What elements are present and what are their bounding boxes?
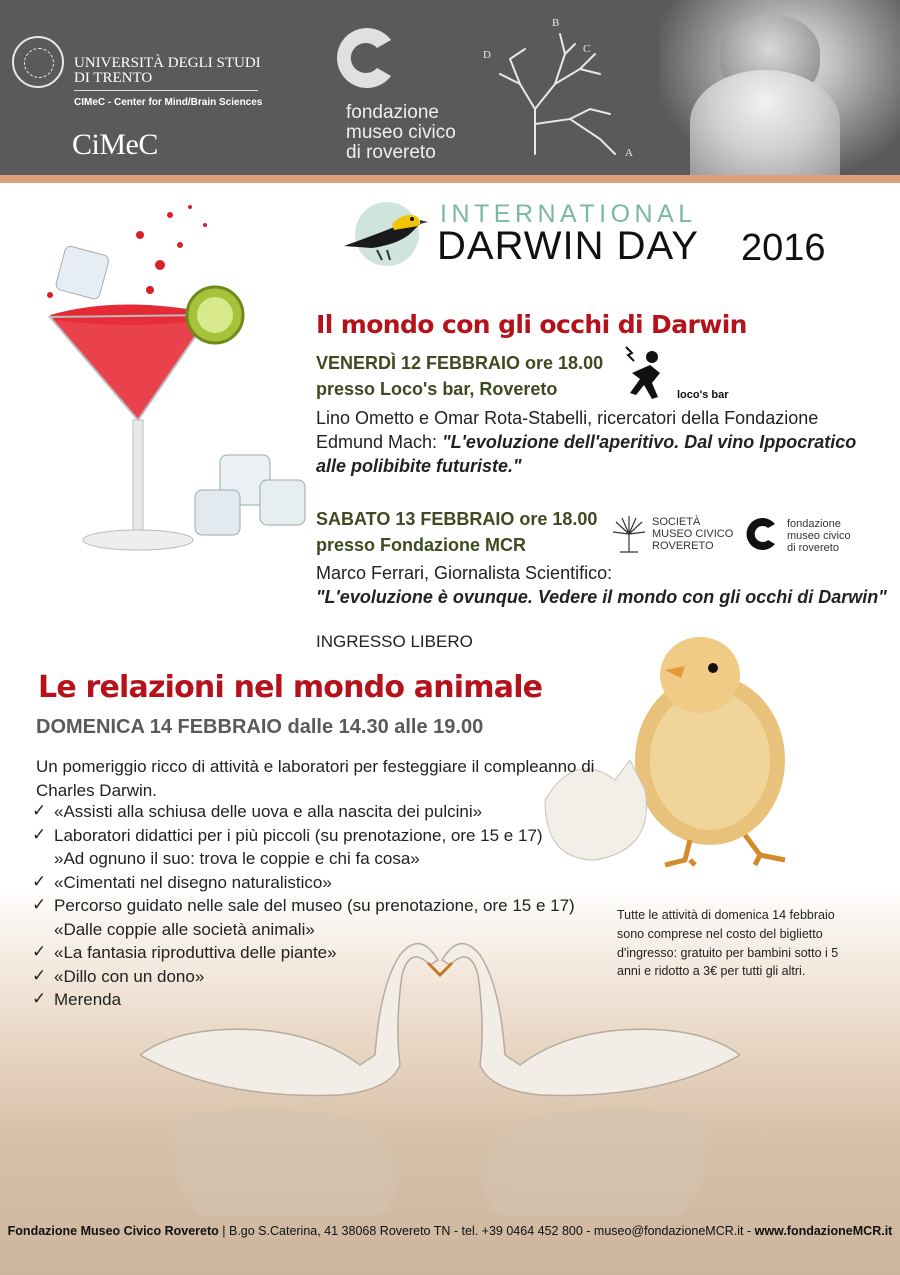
societa-line1: SOCIETÀ <box>652 516 701 528</box>
list-item-text: «Dillo con un dono» <box>54 966 205 986</box>
footer-contact <box>0 1224 900 1238</box>
event1-description <box>316 406 876 478</box>
tree-label-d: D <box>483 49 491 61</box>
list-item <box>32 871 592 895</box>
list-item <box>32 988 592 1012</box>
darwin-portrait <box>660 0 900 175</box>
list-item-text: Merenda <box>54 990 122 1009</box>
footer-details: | B.go S.Caterina, 41 38068 Rovereto TN - tel. +39 0464 452 800 - museo@fondazioneMCR.it - <box>218 1224 755 1238</box>
event1-date: VENERDÌ 12 FEBBRAIO ore 18.00 <box>316 353 604 373</box>
darwin-day-year: 2016 <box>741 227 826 269</box>
societa-museo-logo-icon <box>610 514 648 554</box>
list-item <box>32 800 592 824</box>
footer-website-link[interactable]: www.fondazioneMCR.it <box>754 1224 893 1238</box>
societa-line3: ROVERETO <box>652 540 714 552</box>
tree-label-a: A <box>625 147 633 159</box>
event1-place: presso Loco's bar, Rovereto <box>316 379 558 399</box>
fondazione-small-name <box>787 518 851 554</box>
checkmark-icon: ✓ <box>32 871 47 892</box>
header-stripe <box>0 175 900 183</box>
fondazione-name-line2: museo civico <box>346 122 456 143</box>
free-entry-label: INGRESSO LIBERO <box>316 632 473 651</box>
university-name-line2: DI TRENTO <box>74 70 153 86</box>
darwin-day-title: DARWIN DAY <box>437 224 699 268</box>
societa-line2: MUSEO CIVICO <box>652 528 734 540</box>
university-name-line1: UNIVERSITÀ DEGLI STUDI <box>74 55 261 71</box>
fondazione-small-line3: di rovereto <box>787 542 839 554</box>
locos-bar-label: loco's bar <box>677 389 729 401</box>
cocktail-image <box>20 195 320 595</box>
event2-description <box>316 561 896 609</box>
fondazione-name <box>346 103 456 163</box>
activity-list <box>32 800 592 1012</box>
list-item-text: «Assisti alla schiusa delle uova e alla nascita dei pulcini» <box>54 802 483 821</box>
cimec-logo: CiMeC <box>72 128 158 161</box>
cimec-subtitle: CIMeC - Center for Mind/Brain Sciences <box>74 97 263 108</box>
footer-org-name: Fondazione Museo Civico Rovereto <box>7 1224 219 1238</box>
list-item-subtext: »Ad ognuno il suo: trova le coppie e chi fa cosa» <box>54 849 420 868</box>
checkmark-icon: ✓ <box>32 989 47 1009</box>
list-item-text: Percorso guidato nelle sale del museo (su prenotazione, ore 15 e 17) <box>54 896 575 915</box>
divider <box>74 90 258 91</box>
fondazione-small-line2: museo civico <box>787 530 851 542</box>
event2-date: SABATO 13 FEBBRAIO ore 18.00 <box>316 509 598 529</box>
list-item <box>32 941 592 965</box>
checkmark-icon: ✓ <box>32 801 47 821</box>
societa-museo-name <box>652 516 733 552</box>
animal-section-title: Le relazioni nel mondo animale <box>38 670 543 705</box>
event1-talk-title: "L'evoluzione dell'aperitivo. Dal vino Ippocratico alle polibibite futuriste." <box>316 432 857 476</box>
bird-logo-icon <box>342 198 434 270</box>
event1-title: Il mondo con gli occhi di Darwin <box>316 310 747 339</box>
event2-place: presso Fondazione MCR <box>316 535 527 555</box>
fondazione-small-logo-icon <box>745 513 781 555</box>
animal-section-date: DOMENICA 14 FEBBRAIO dalle 14.30 alle 19.00 <box>36 716 484 738</box>
locos-bar-logo-icon <box>622 343 670 401</box>
fondazione-logo-icon <box>333 18 403 98</box>
checkmark-icon: ✓ <box>32 895 47 915</box>
tree-label-b: B <box>552 17 560 29</box>
event1-speakers: Lino Ometto e Omar Rota-Stabelli, ricercatori della Fondazione Edmund Mach: <box>316 408 819 452</box>
list-item <box>32 894 592 918</box>
darwin-tree-sketch-icon <box>480 14 640 164</box>
fondazione-small-line1: fondazione <box>787 518 841 530</box>
list-item-text: «La fantasia riproduttiva delle piante» <box>54 943 337 962</box>
list-item-text: Laboratori didattici per i più piccoli (su prenotazione, ore 15 e 17) <box>54 825 543 845</box>
portrait-beard <box>690 70 840 175</box>
university-name <box>74 56 274 86</box>
list-item <box>32 965 592 989</box>
international-label: INTERNATIONAL <box>440 200 697 228</box>
tree-label-c: C <box>583 43 591 55</box>
pricing-note: Tutte le attività di domenica 14 febbraio sono comprese nel costo del biglietto d'ingresso: gratuito per bambini sotto i 5 anni e ridotto a 3€ per tutti gli altri. <box>617 908 839 979</box>
event2-speaker: Marco Ferrari, Giornalista Scientifico: <box>316 563 613 583</box>
list-item <box>32 824 592 848</box>
fondazione-name-line1: fondazione <box>346 102 439 123</box>
event2-talk-title: "L'evoluzione è ovunque. Vedere il mondo con gli occhi di Darwin" <box>316 587 887 607</box>
header-banner <box>0 0 900 175</box>
university-seal-icon <box>12 36 64 88</box>
fondazione-name-line3: di rovereto <box>346 142 436 163</box>
list-item-subtext: «Dalle coppie alle società animali» <box>54 919 315 939</box>
animal-section-intro: Un pomeriggio ricco di attività e laboratori per festeggiare il compleanno di Charles Darwin. <box>36 757 595 800</box>
checkmark-icon: ✓ <box>32 824 47 845</box>
list-item-text: «Cimentati nel disegno naturalistico» <box>54 872 332 892</box>
checkmark-icon: ✓ <box>32 942 47 962</box>
checkmark-icon: ✓ <box>32 965 47 986</box>
